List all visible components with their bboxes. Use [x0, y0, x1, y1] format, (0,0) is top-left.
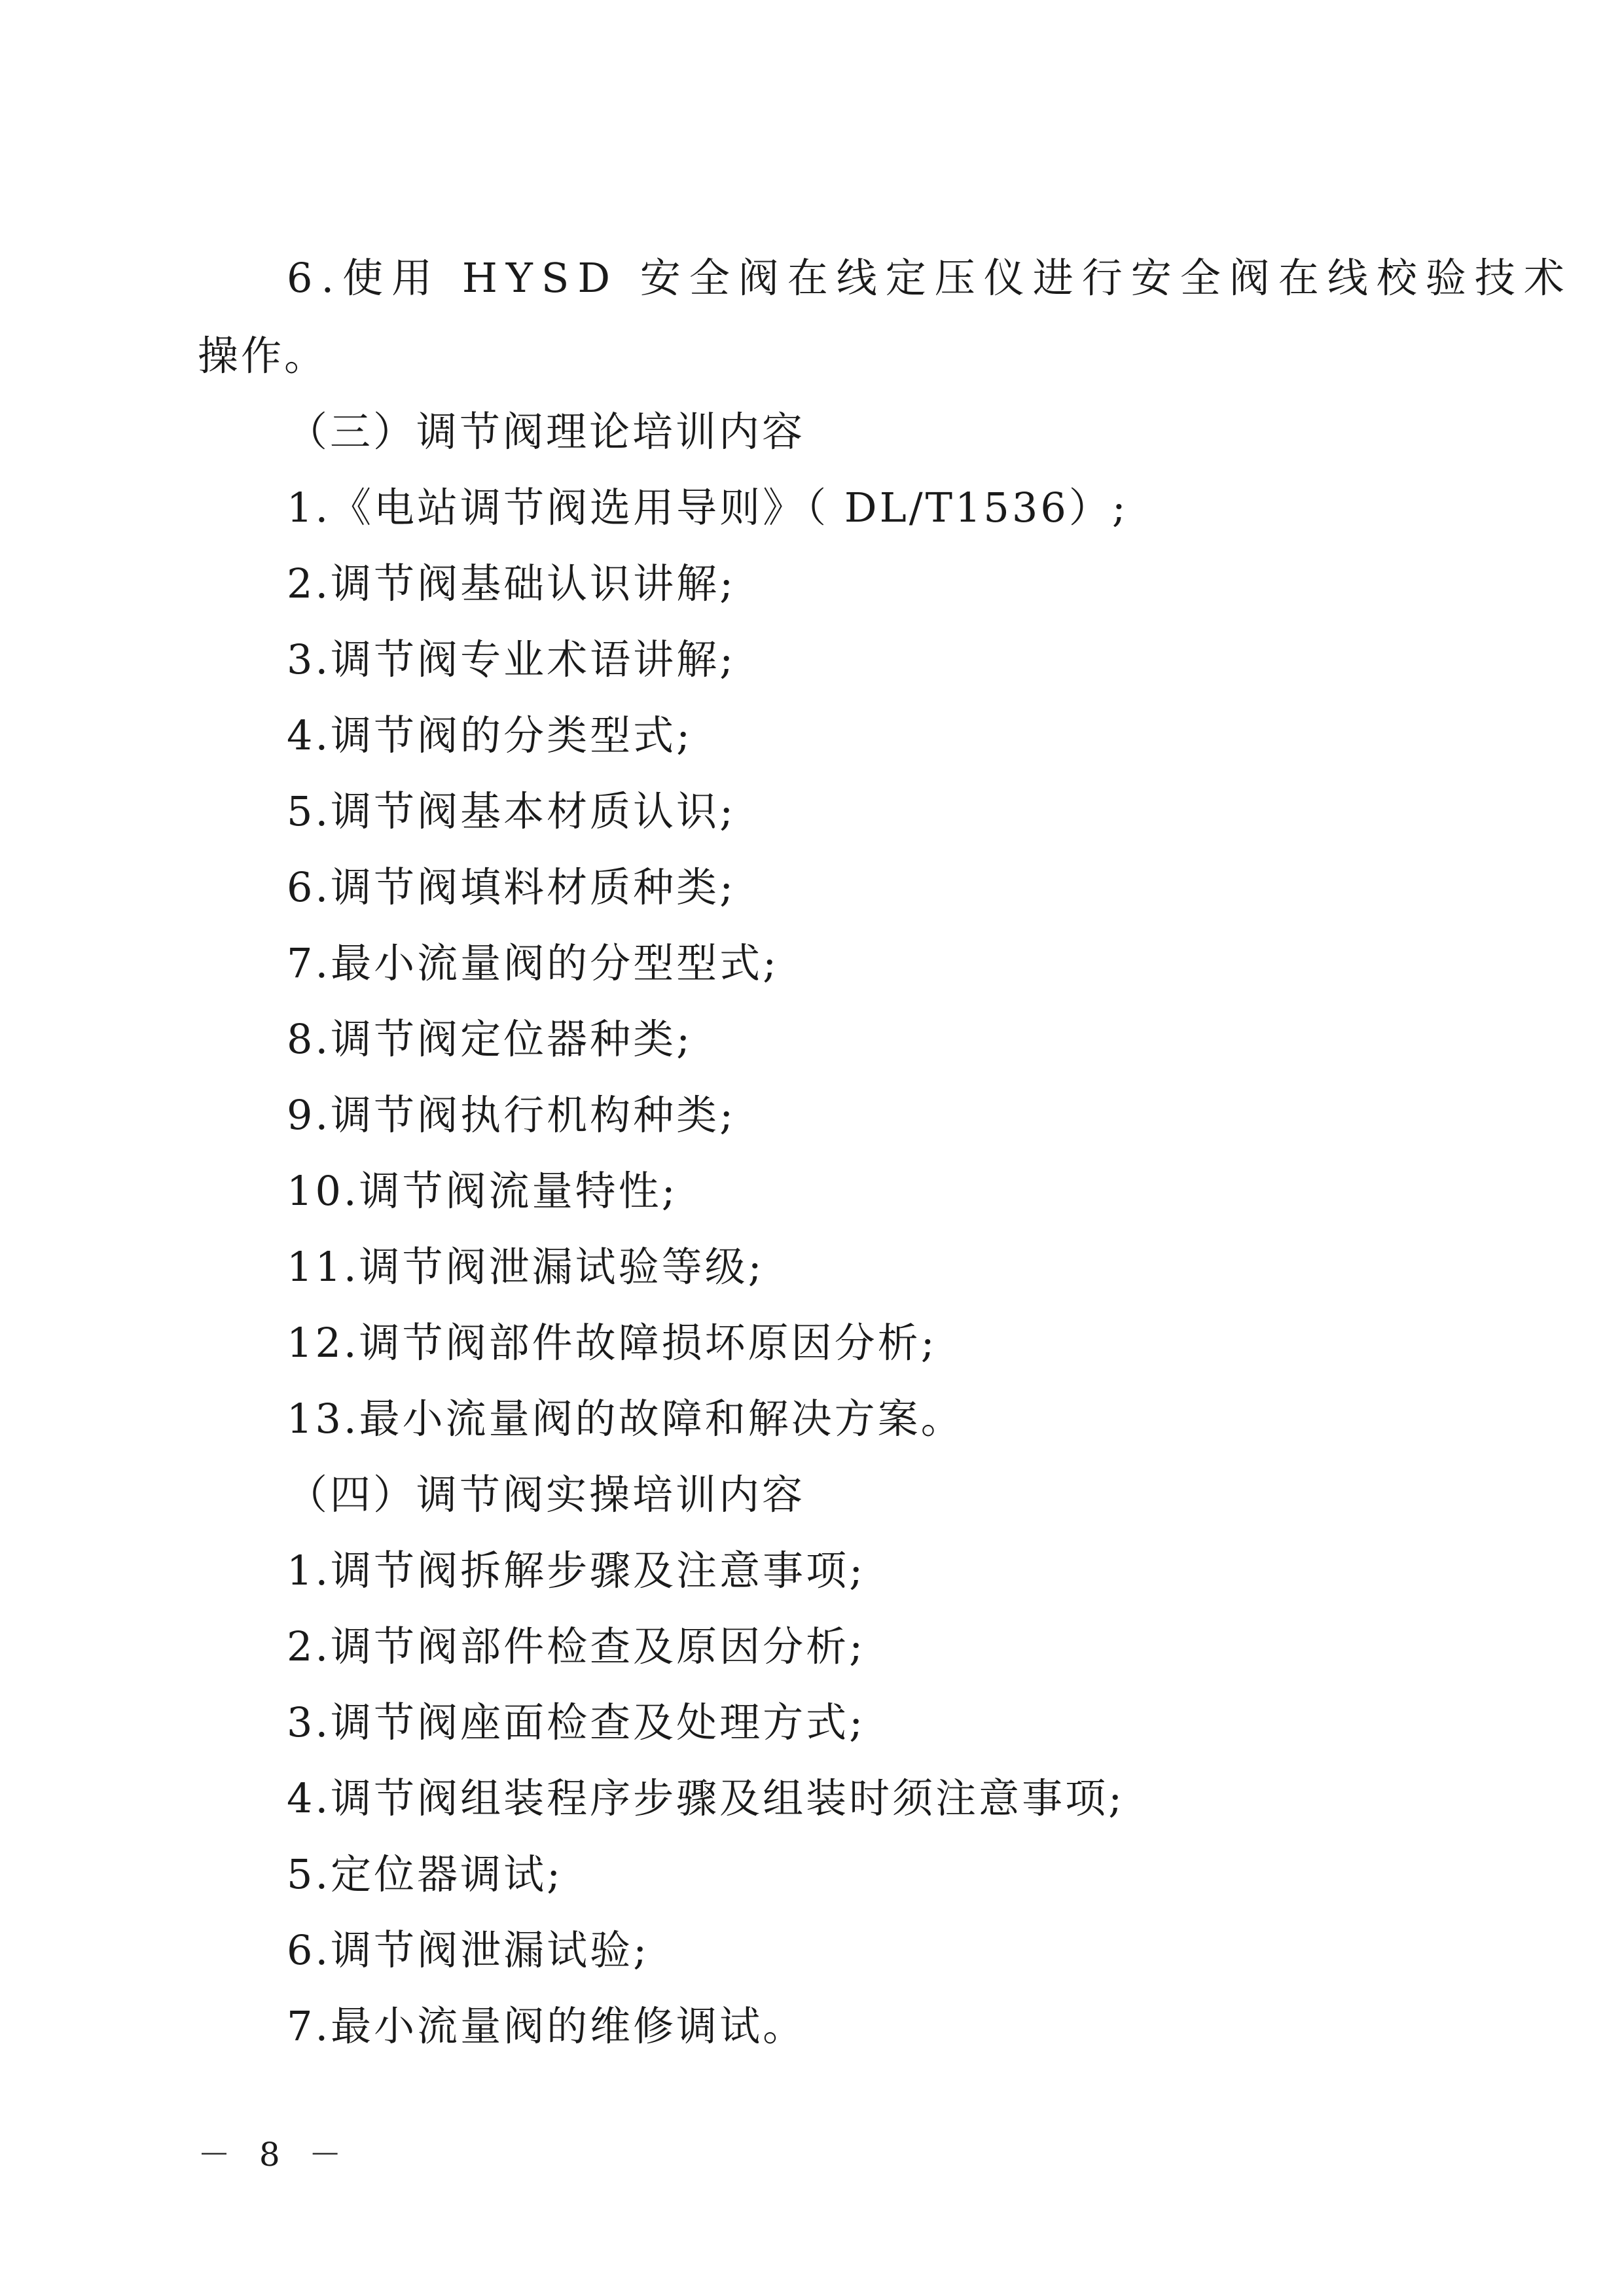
list-item: 6.调节阀泄漏试验; [287, 1926, 650, 1974]
list-item: 9.调节阀执行机构种类; [287, 1091, 736, 1139]
section-heading: （四）调节阀实操培训内容 [287, 1471, 806, 1518]
text-line: 操作。 [198, 332, 328, 380]
list-item: 4.调节阀组装程序步骤及组装时须注意事项; [287, 1774, 1125, 1822]
list-item: 2.调节阀基础认识讲解; [287, 560, 736, 607]
section-heading: （三）调节阀理论培训内容 [287, 408, 806, 456]
list-item: 4.调节阀的分类型式; [287, 711, 693, 759]
list-item: 5.定位器调试; [287, 1850, 564, 1898]
list-item: 2.调节阀部件检查及原因分析; [287, 1623, 866, 1670]
list-item: 7.最小流量阀的维修调试。 [287, 2002, 806, 2050]
list-item: 5.调节阀基本材质认识; [287, 787, 736, 835]
list-item: 1.《电站调节阀选用导则》（ DL/T1536）; [287, 484, 1128, 531]
list-item: 10.调节阀流量特性; [287, 1167, 678, 1215]
list-item: 1.调节阀拆解步骤及注意事项; [287, 1547, 866, 1594]
list-item: 13.最小流量阀的故障和解决方案。 [287, 1395, 964, 1443]
text-line: 6.使用 HYSD 安全阀在线定压仪进行安全阀在线校验技术 [287, 254, 1573, 302]
list-item: 8.调节阀定位器种类; [287, 1015, 693, 1063]
list-item: 3.调节阀座面检查及处理方式; [287, 1698, 866, 1746]
list-item: 6.调节阀填料材质种类; [287, 863, 736, 911]
page-number: － 8 － [198, 2136, 351, 2174]
list-item: 3.调节阀专业术语讲解; [287, 636, 736, 683]
list-item: 12.调节阀部件故障损坏原因分析; [287, 1319, 937, 1367]
list-item: 11.调节阀泄漏试验等级; [287, 1243, 765, 1291]
list-item: 7.最小流量阀的分型型式; [287, 939, 780, 987]
